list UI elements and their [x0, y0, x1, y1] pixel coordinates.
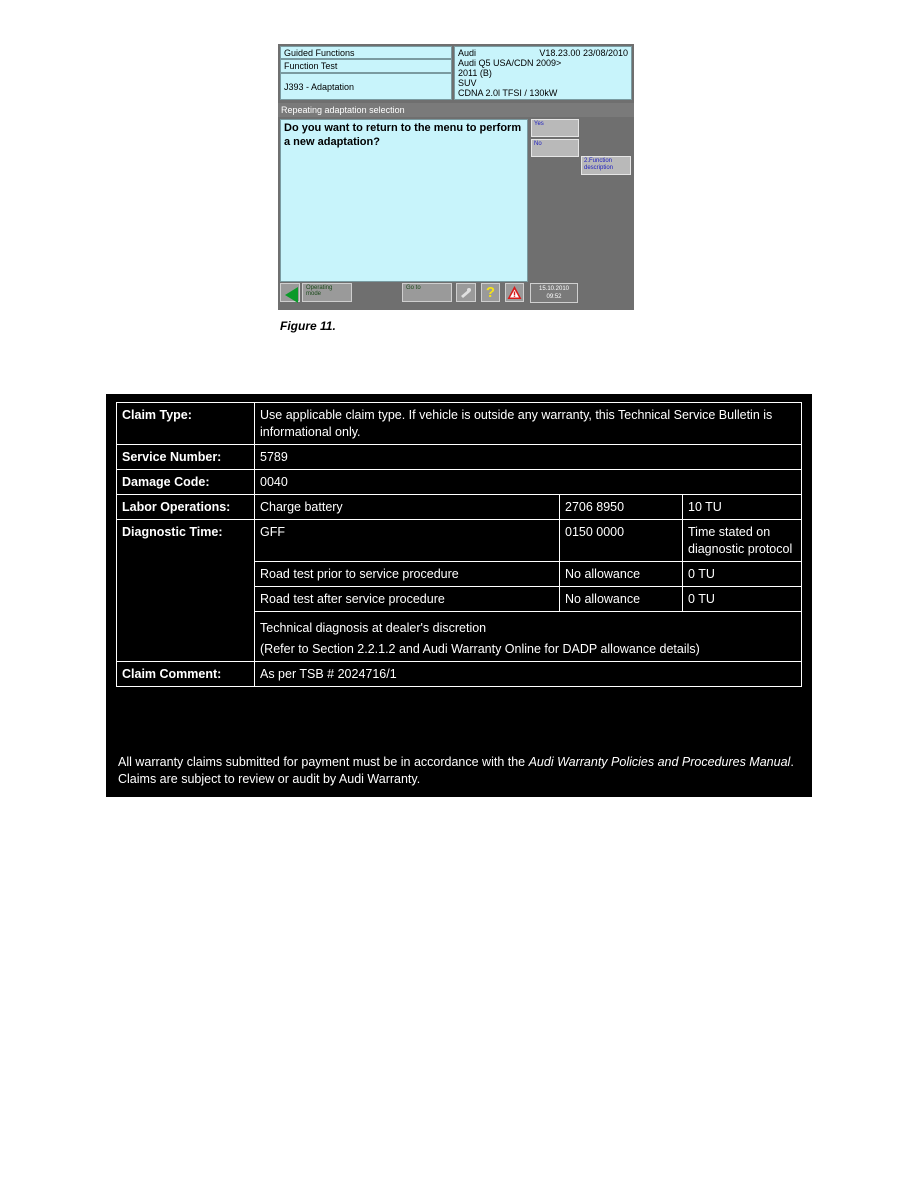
footer-text: . Claims are subject to review or audit by Audi Warranty.: [118, 755, 794, 786]
figure-caption: Figure 11.: [280, 319, 336, 333]
diag-description: Road test prior to service procedure: [255, 562, 560, 587]
labor-description: Charge battery: [255, 495, 560, 520]
vehicle-info: [454, 46, 632, 100]
vehicle-line: 2011 (B): [458, 68, 492, 78]
labor-label: Labor Operations:: [117, 495, 255, 520]
labor-code: 2706 8950: [560, 495, 683, 520]
claim-comment-value: As per TSB # 2024716/1: [255, 662, 802, 687]
header-function-test: Function Test: [280, 59, 452, 73]
operating-mode-button[interactable]: Operating mode: [302, 283, 352, 302]
datetime-display: [530, 283, 578, 303]
date-text: 15.10.2010: [538, 286, 570, 292]
table-row: [117, 662, 802, 687]
diag-time: 0 TU: [683, 587, 802, 612]
version: V18.23.00 23/08/2010: [539, 48, 628, 58]
time-text: 09:52: [546, 294, 562, 300]
diagnostic-time-label: Diagnostic Time:: [117, 520, 255, 662]
help-icon[interactable]: ?: [481, 283, 500, 302]
table-row: [117, 445, 802, 470]
vehicle-line: CDNA 2.0l TFSI / 130kW: [458, 88, 558, 98]
bottom-toolbar: [278, 282, 634, 306]
message-box: Do you want to return to the menu to perform a new adaptation?: [280, 119, 528, 282]
claim-type-label: Claim Type:: [117, 403, 255, 445]
brand: Audi: [458, 48, 477, 58]
header-guided-functions: Guided Functions: [280, 46, 452, 59]
function-description-button[interactable]: 2.Function description: [581, 156, 631, 175]
damage-code-value: 0040: [255, 470, 802, 495]
warranty-table: [116, 402, 802, 687]
labor-time: 10 TU: [683, 495, 802, 520]
header-adaptation: J393 - Adaptation: [280, 73, 452, 100]
vehicle-line: Audi Q5 USA/CDN 2009>: [458, 58, 562, 68]
warranty-footer: [118, 754, 808, 788]
service-number-label: Service Number:: [117, 445, 255, 470]
claim-type-value: Use applicable claim type. If vehicle is outside any warranty, this Technical Service Bulletin is informational only.: [255, 403, 802, 445]
no-button[interactable]: No: [531, 139, 579, 157]
warranty-table-block: [106, 394, 812, 797]
table-row: [117, 470, 802, 495]
diag-code: 0150 0000: [560, 520, 683, 562]
diag-time: Time stated on diagnostic protocol: [683, 520, 802, 562]
table-row: [117, 403, 802, 445]
diagnostic-screen: [278, 44, 634, 310]
yes-button[interactable]: Yes: [531, 119, 579, 137]
service-number-value: 5789: [255, 445, 802, 470]
diag-description: Road test after service procedure: [255, 587, 560, 612]
diag-time: 0 TU: [683, 562, 802, 587]
go-to-button[interactable]: Go to: [402, 283, 452, 302]
tool-icon[interactable]: [456, 283, 476, 302]
manual-title: Audi Warranty Policies and Procedures Manual: [528, 755, 791, 769]
footer-text: All warranty claims submitted for payment must be in accordance with the: [118, 755, 529, 769]
diag-note-line: (Refer to Section 2.2.1.2 and Audi Warranty Online for DADP allowance details): [260, 642, 700, 656]
screen-subtitle: Repeating adaptation selection: [278, 103, 634, 117]
diag-note: [255, 612, 802, 662]
header-left: [280, 46, 452, 102]
warning-icon[interactable]: [505, 283, 524, 302]
table-row: [117, 520, 802, 562]
diag-note-line: Technical diagnosis at dealer's discretion: [260, 621, 487, 635]
vehicle-line: SUV: [458, 78, 477, 88]
claim-comment-label: Claim Comment:: [117, 662, 255, 687]
diag-description: GFF: [255, 520, 560, 562]
diag-code: No allowance: [560, 587, 683, 612]
back-arrow-icon: [285, 287, 298, 303]
table-row: [117, 495, 802, 520]
diag-code: No allowance: [560, 562, 683, 587]
damage-code-label: Damage Code:: [117, 470, 255, 495]
back-button[interactable]: [280, 283, 300, 302]
